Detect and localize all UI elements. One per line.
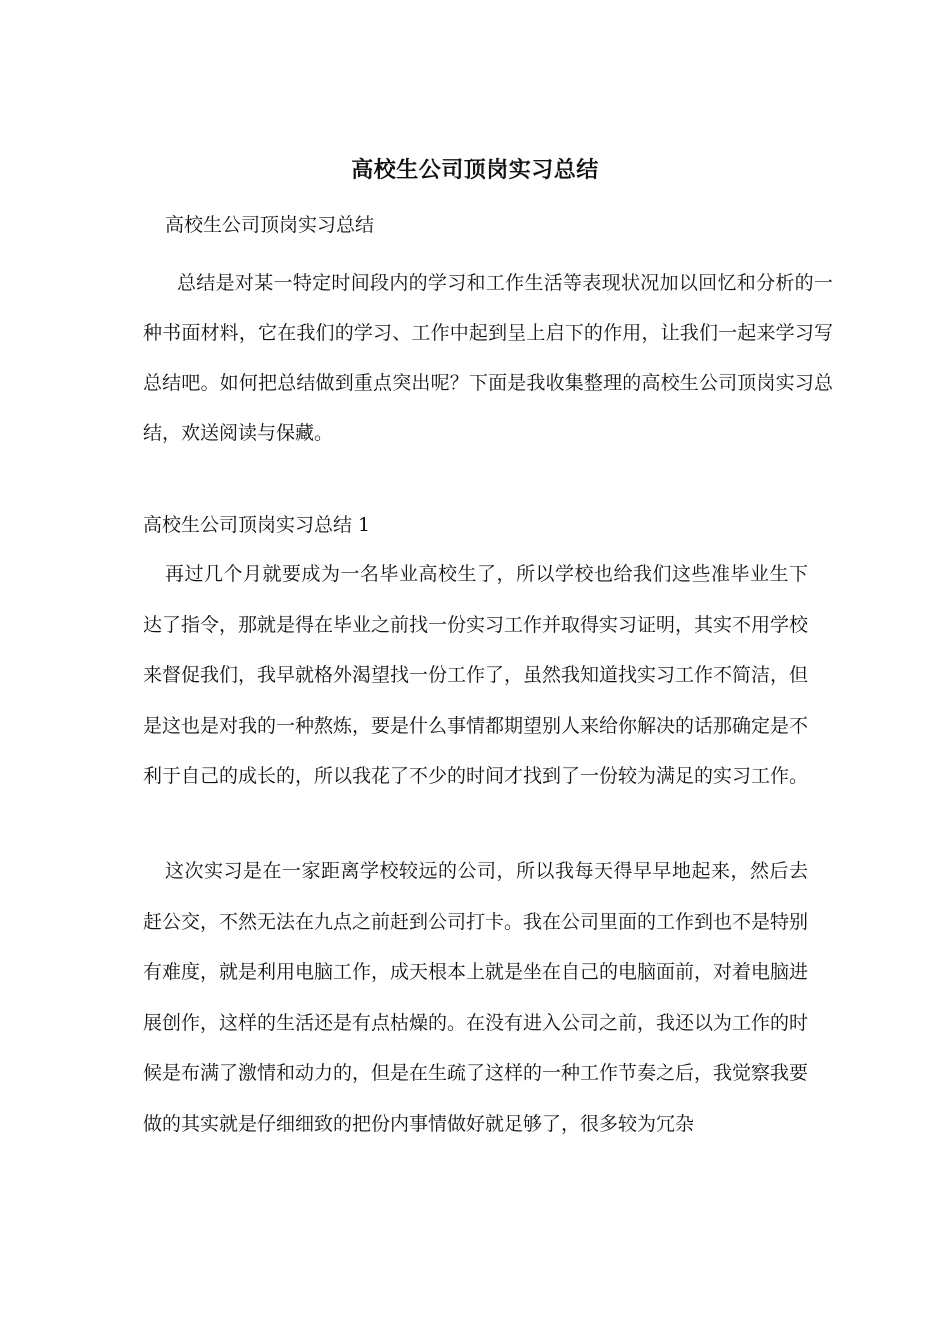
document-title: 高校生公司顶岗实习总结: [351, 157, 599, 183]
body-paragraph: 再过几个月就要成为一名毕业高校生了，所以学校也给我们这些准毕业生下达了指令，那就是得在毕业之前找一份实习工作并取得实习证明，其实不用学校来督促我们，我早就格外渴望找一份工作了，虽然我知道找实习工作不简洁，但是这也是对我的一种熬炼，要是什么事情都期望别人来给你解决的话那确定是不利于自己的成长的，所以我花了不少的时间才找到了一份较为满足的实习工作。: [143, 563, 809, 787]
intro-paragraph: 总结是对某一特定时间段内的学习和工作生活等表现状况加以回忆和分析的一种书面材料，它在我们的学习、工作中起到呈上启下的作用，让我们一起来学习写总结吧。如何把总结做到重点突出呢？下面是我收集整理的高校生公司顶岗实习总结，欢送阅读与保藏。: [143, 272, 833, 444]
section-heading: 高校生公司顶岗实习总结 1: [143, 514, 371, 536]
document-subtitle: 高校生公司顶岗实习总结: [165, 214, 375, 236]
body-paragraph: 这次实习是在一家距离学校较远的公司，所以我每天得早早地起来，然后去赶公交，不然无法在九点之前赶到公司打卡。我在公司里面的工作到也不是特别有难度，就是利用电脑工作，成天根本上就是坐在自己的电脑面前，对着电脑进展创作，这样的生活还是有点枯燥的。在没有进入公司之前，我还以为工作的时候是布满了激情和动力的，但是在生疏了这样的一种工作节奏之后，我觉察我要做的其实就是仔细细致的把份内事情做好就足够了，很多较为冗杂: [143, 860, 809, 1135]
